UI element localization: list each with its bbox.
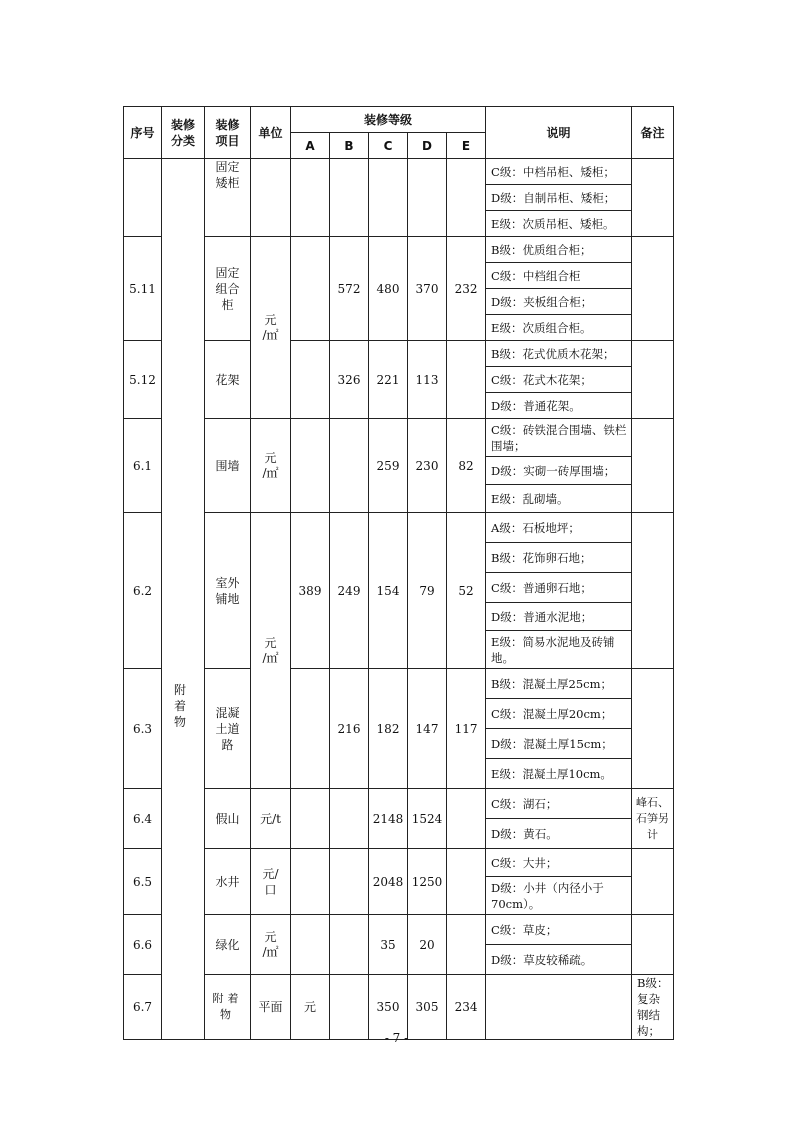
row-grade-c: 480 [369,237,408,341]
row-unit: 元 [291,975,330,1040]
description-line: C级：中档吊柜、矮柜； [486,159,632,185]
row-seq: 6.5 [124,849,162,915]
row-grade-a: 389 [291,513,330,669]
row-seq: 6.2 [124,513,162,669]
row-grade-d: 1524 [408,789,447,849]
header-grade-b: B [330,133,369,159]
description-line: B级：花饰卵石地； [486,543,632,573]
description-line: B级：优质组合柜； [486,237,632,263]
description-line: A级：石板地坪； [486,513,632,543]
header-item: 装修项目 [205,107,251,159]
row-grade-c: 2148 [369,789,408,849]
description-line: D级：混凝土厚15cm； [486,729,632,759]
row-grade-d: 370 [408,237,447,341]
row-grade-a [291,669,330,789]
header-grade-a: A [291,133,330,159]
row-unit: 元 /㎡ [251,237,291,419]
row-seq: 6.1 [124,419,162,513]
row-grade-b [330,789,369,849]
row-grade-b: 572 [330,237,369,341]
row-remark [632,915,674,975]
description-line: E级：混凝土厚10cm。 [486,759,632,789]
description-line: B级：混凝土厚25cm； [486,669,632,699]
row-item: 平面 [251,975,291,1040]
row-unit: 元/口 [251,849,291,915]
row-remark [632,419,674,513]
row-remark [632,237,674,341]
header-unit: 单位 [251,107,291,159]
row-grade-a [291,159,330,237]
row-grade-a [291,237,330,341]
description-line: C级：中档组合柜 [486,263,632,289]
row-grade-b [330,915,369,975]
description-line: D级：夹板组合柜； [486,289,632,315]
row-seq: 6.3 [124,669,162,789]
row-item: 固定组合柜 [205,237,251,341]
row-grade-a [291,849,330,915]
header-grades: 装修等级 [291,107,486,133]
row-grade-a [291,419,330,513]
row-grade-e [447,341,486,419]
row-item: 花架 [205,341,251,419]
row-grade-a [291,915,330,975]
header-grade-c: C [369,133,408,159]
description-line: D级：普通水泥地； [486,603,632,631]
row-grade-e: 82 [447,419,486,513]
row-unit: 元 /㎡ [251,915,291,975]
row-seq: 6.4 [124,789,162,849]
row-grade-e [447,789,486,849]
row-item: 假山 [205,789,251,849]
row-grade-e [447,159,486,237]
row-remark [632,513,674,669]
row-grade-d: 234 [447,975,486,1040]
row-grade-d: 147 [408,669,447,789]
row-grade-a [330,975,369,1040]
row-grade-e [447,915,486,975]
row-category: 附着物 [205,975,251,1040]
row-remark [632,159,674,237]
row-remark [632,849,674,915]
row-grade-b: 326 [330,341,369,419]
header-grade-d: D [408,133,447,159]
header-grade-e: E [447,133,486,159]
row-grade-e: 52 [447,513,486,669]
row-grade-b [330,849,369,915]
description-line: C级：普通卵石地； [486,573,632,603]
description-line: C级：混凝土厚20cm； [486,699,632,729]
description-line: D级：普通花架。 [486,393,632,419]
row-seq: 5.12 [124,341,162,419]
row-remark [632,669,674,789]
row-item: 绿化 [205,915,251,975]
row-grade-e [447,849,486,915]
description-line: B级：复杂钢结构； [632,975,674,1040]
row-unit: 元 /㎡ [251,513,291,789]
row-grade-c: 305 [408,975,447,1040]
description-line: B级：花式优质木花架； [486,341,632,367]
description-line: E级：次质吊柜、矮柜。 [486,211,632,237]
row-grade-c [369,159,408,237]
description-line: E级：乱砌墙。 [486,485,632,513]
row-grade-d: 1250 [408,849,447,915]
row-grade-c: 35 [369,915,408,975]
row-grade-b: 350 [369,975,408,1040]
row-seq: 5.11 [124,237,162,341]
row-grade-e [486,975,632,1040]
description-line: D级：黄石。 [486,819,632,849]
row-seq [124,159,162,237]
row-grade-a [291,789,330,849]
row-grade-b: 249 [330,513,369,669]
row-item: 室外铺地 [205,513,251,669]
row-grade-d: 113 [408,341,447,419]
row-grade-d [408,159,447,237]
description-line: C级：砖铁混合围墙、铁栏围墙； [486,419,632,457]
valuation-table [123,106,674,1040]
row-grade-c: 259 [369,419,408,513]
header-description: 说明 [486,107,632,159]
row-grade-d: 20 [408,915,447,975]
row-item: 围墙 [205,419,251,513]
row-grade-d: 79 [408,513,447,669]
description-line: D级：草皮较稀疏。 [486,945,632,975]
row-grade-b: 216 [330,669,369,789]
description-line: C级：草皮； [486,915,632,945]
category-cell [162,159,205,1040]
header-seq: 序号 [124,107,162,159]
row-unit [251,159,291,237]
row-grade-a [291,341,330,419]
header-category: 装修分类 [162,107,205,159]
row-item: 水井 [205,849,251,915]
description-line: D级：小井（内径小于70cm）。 [486,877,632,915]
header-remarks: 备注 [632,107,674,159]
row-grade-b [330,159,369,237]
row-grade-e: 232 [447,237,486,341]
description-line: C级：花式木花架； [486,367,632,393]
row-grade-d: 230 [408,419,447,513]
row-grade-b [330,419,369,513]
description-line: E级：简易水泥地及砖铺地。 [486,631,632,669]
row-unit: 元/t [251,789,291,849]
row-remark [632,341,674,419]
row-remark: 峰石、石笋另计 [632,789,674,849]
description-line: C级：大井； [486,849,632,877]
row-seq: 6.6 [124,915,162,975]
row-item: 混凝土道路 [205,669,251,789]
description-line: E级：次质组合柜。 [486,315,632,341]
row-grade-c: 2048 [369,849,408,915]
row-item: 固定矮柜 [205,159,251,237]
row-grade-c: 182 [369,669,408,789]
category-label: 附着物 [173,683,186,729]
row-grade-c: 154 [369,513,408,669]
row-seq: 6.7 [124,975,162,1040]
description-line: D级：实砌一砖厚围墙； [486,457,632,485]
row-grade-c: 221 [369,341,408,419]
description-line: D级：自制吊柜、矮柜； [486,185,632,211]
description-line: C级：湖石； [486,789,632,819]
row-grade-e: 117 [447,669,486,789]
page-number: - 7 - [384,1031,409,1045]
row-unit: 元 /㎡ [251,419,291,513]
